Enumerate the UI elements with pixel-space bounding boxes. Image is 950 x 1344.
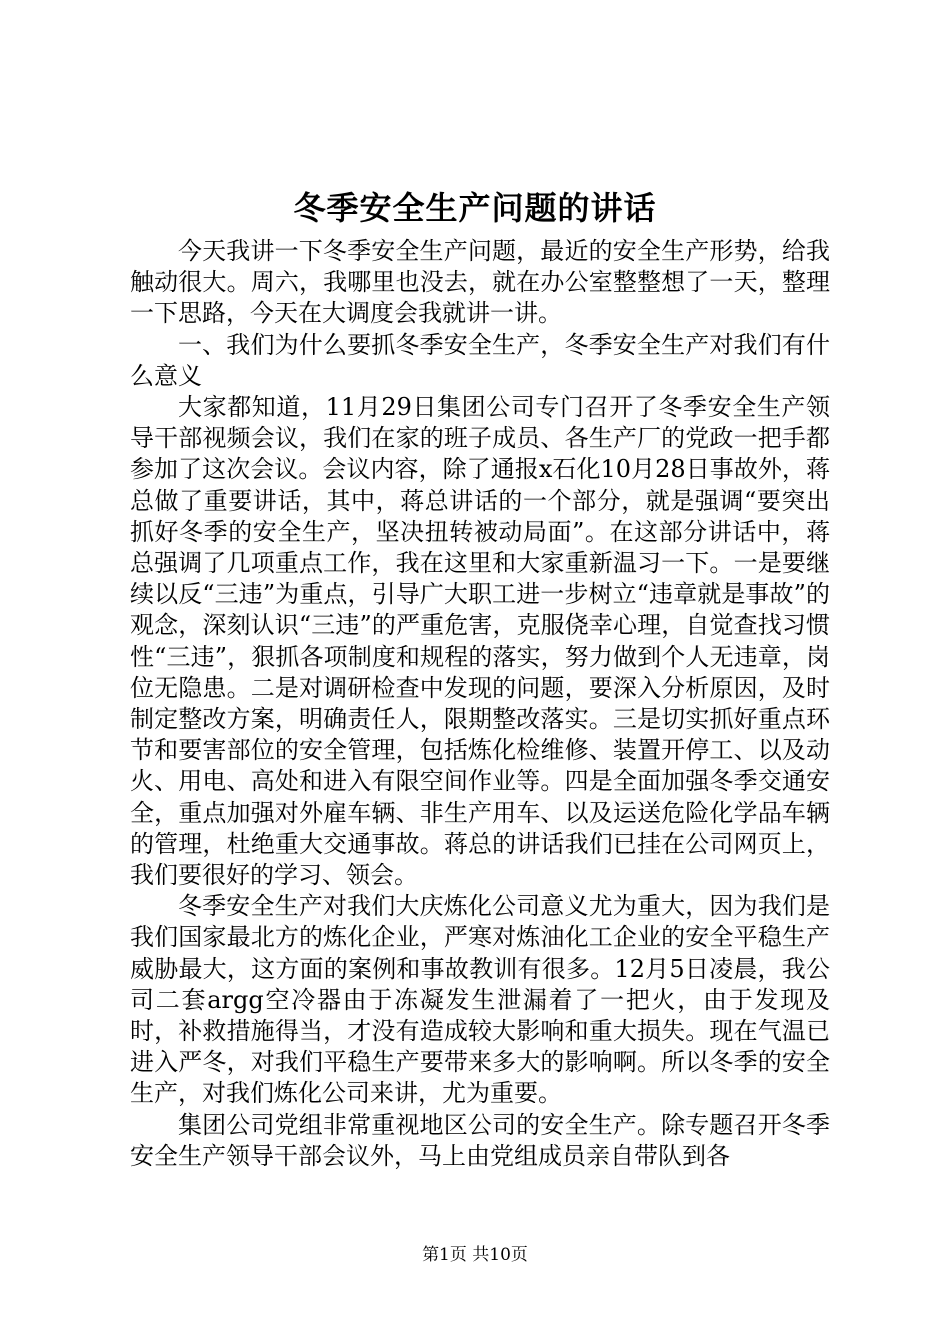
paragraph-group-company: 集团公司党组非常重视地区公司的安全生产。除专题召开冬季安全生产领导干部会议外，马上由党组成员亲自带队到各 (130, 1110, 830, 1170)
paragraph-section-heading: 一、我们为什么要抓冬季安全生产，冬季安全生产对我们有什么意义 (130, 330, 830, 390)
document-title: 冬季安全生产问题的讲话 (293, 189, 657, 227)
paragraph-intro: 今天我讲一下冬季安全生产问题，最近的安全生产形势，给我触动很大。周六，我哪里也没去，就在办公室整整想了一天，整理一下思路，今天在大调度会我就讲一讲。 (130, 237, 830, 328)
document-body (130, 236, 830, 1172)
paragraph-meeting: 大家都知道，11月29日集团公司专门召开了冬季安全生产领导干部视频会议，我们在家的班子成员、各生产厂的党政一把手都参加了这次会议。会议内容，除了通报x石化10月28日事故外，蒋总做了重要讲话，其中，蒋总讲话的一个部分，就是强调“要突出抓好冬季的安全生产，坚决扭转被动局面”。在这部分讲话中，蒋总强调了几项重点工作，我在这里和大家重新温习一下。一是要继续以反“三违”为重点，引导广大职工进一步树立“违章就是事故”的观念，深刻认识“三违”的严重危害，克服侥幸心理，自觉查找习惯性“三违”，狠抓各项制度和规程的落实，努力做到个人无违章，岗位无隐患。二是对调研检查中发现的问题，要深入分析原因，及时制定整改方案，明确责任人，限期整改落实。三是切实抓好重点环节和要害部位的安全管理，包括炼化检维修、装置开停工、以及动火、用电、高处和进入有限空间作业等。四是全面加强冬季交通安全，重点加强对外雇车辆、非生产用车、以及运送危险化学品车辆的管理，杜绝重大交通事故。蒋总的讲话我们已挂在公司网页上，我们要很好的学习、领会。 (130, 393, 830, 890)
page-number-footer: 第1页 共10页 (422, 1245, 528, 1265)
paragraph-significance: 冬季安全生产对我们大庆炼化公司意义尤为重大，因为我们是我们国家最北方的炼化企业，严寒对炼油化工企业的安全平稳生产威胁最大，这方面的案例和事故教训有很多。12月5日凌晨，我公司二套argg空冷器由于冻凝发生泄漏着了一把火，由于发现及时，补救措施得当，才没有造成较大影响和重大损失。现在气温已进入严冬，对我们平稳生产要带来多大的影响啊。所以冬季的安全生产，对我们炼化公司来讲，尤为重要。 (130, 892, 830, 1108)
